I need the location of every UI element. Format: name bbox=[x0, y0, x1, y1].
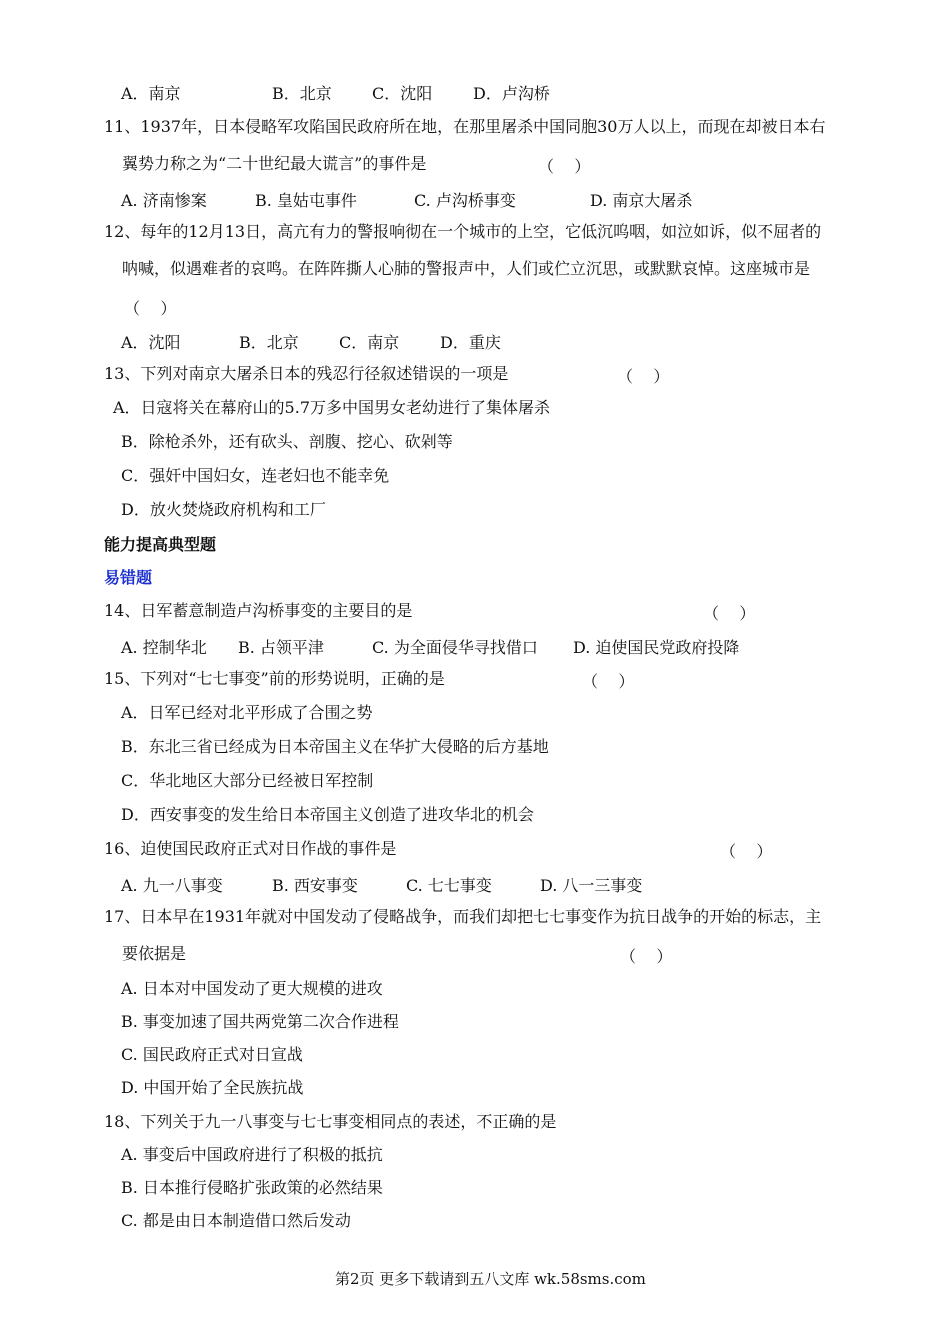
section-title: 能力提高典型题 bbox=[104, 535, 217, 554]
q11-option-b: B. 皇姑屯事件 bbox=[255, 191, 357, 210]
q14-option-b: B. 占领平津 bbox=[238, 638, 324, 657]
q16-option-b: B. 西安事变 bbox=[272, 876, 358, 895]
q17-stem-line1: 17、日本早在1931年就对中国发动了侵略战争，而我们却把七七事变作为抗日战争的开始的标志，主 bbox=[104, 907, 822, 926]
q15-option-d: D．西安事变的发生给日本帝国主义创造了进攻华北的机会 bbox=[121, 805, 534, 824]
q17-option-b: B. 事变加速了国共两党第二次合作进程 bbox=[121, 1012, 399, 1031]
q16-option-a: A. 九一八事变 bbox=[121, 876, 223, 895]
q12-answer-paren: （ ） bbox=[124, 299, 177, 318]
q13-stem: 13、下列对南京大屠杀日本的残忍行径叙述错误的一项是 bbox=[104, 364, 509, 383]
q17-option-d: D. 中国开始了全民族抗战 bbox=[121, 1078, 304, 1097]
q15-option-c: C．华北地区大部分已经被日军控制 bbox=[121, 771, 374, 790]
q15-option-b: B．东北三省已经成为日本帝国主义在华扩大侵略的后方基地 bbox=[121, 737, 549, 756]
q16-stem: 16、迫使国民政府正式对日作战的事件是 bbox=[104, 839, 397, 858]
q13-option-b: B．除枪杀外，还有砍头、剖腹、挖心、砍剁等 bbox=[121, 432, 453, 451]
q11-answer-paren: （ ） bbox=[538, 157, 591, 176]
q12-stem-line1: 12、每年的12月13日，高亢有力的警报响彻在一个城市的上空，它低沉呜咽，如泣如诉，似不屈者的 bbox=[104, 222, 822, 241]
q14-option-c: C. 为全面侵华寻找借口 bbox=[372, 638, 538, 657]
q12-stem-line2: 呐喊，似遇难者的哀鸣。在阵阵撕人心肺的警报声中，人们或伫立沉思，或默默哀悼。这座城市是 bbox=[122, 259, 811, 278]
q18-option-a: A. 事变后中国政府进行了积极的抵抗 bbox=[121, 1145, 383, 1164]
q15-option-a: A．日军已经对北平形成了合围之势 bbox=[121, 703, 373, 722]
q16-option-d: D. 八一三事变 bbox=[540, 876, 643, 895]
q10-option-b: B．北京 bbox=[272, 84, 332, 103]
q10-option-d: D．卢沟桥 bbox=[473, 84, 550, 103]
q12-option-c: C．南京 bbox=[339, 333, 400, 352]
q13-answer-paren: （ ） bbox=[617, 367, 670, 386]
q12-option-a: A．沈阳 bbox=[121, 333, 181, 352]
q18-stem: 18、下列关于九一八事变与七七事变相同点的表述，不正确的是 bbox=[104, 1112, 557, 1131]
page-footer: 第2页 更多下载请到五八文库 wk.58sms.com bbox=[335, 1270, 646, 1288]
q10-option-c: C．沈阳 bbox=[372, 84, 433, 103]
q11-option-d: D. 南京大屠杀 bbox=[590, 191, 693, 210]
q16-option-c: C. 七七事变 bbox=[406, 876, 492, 895]
q11-stem-line2: 翼势力称之为“二十世纪最大谎言”的事件是 bbox=[122, 154, 427, 173]
q15-stem: 15、下列对“七七事变”前的形势说明，正确的是 bbox=[104, 669, 445, 688]
q17-option-c: C. 国民政府正式对日宣战 bbox=[121, 1045, 303, 1064]
q14-option-a: A. 控制华北 bbox=[121, 638, 207, 657]
q13-option-a: A．日寇将关在幕府山的5.7万多中国男女老幼进行了集体屠杀 bbox=[113, 398, 551, 417]
q17-option-a: A. 日本对中国发动了更大规模的进攻 bbox=[121, 979, 383, 998]
q13-option-d: D．放火焚烧政府机构和工厂 bbox=[121, 500, 326, 519]
q11-option-c: C. 卢沟桥事变 bbox=[414, 191, 516, 210]
q15-answer-paren: （ ） bbox=[582, 672, 635, 691]
q14-stem: 14、日军蓄意制造卢沟桥事变的主要目的是 bbox=[104, 601, 413, 620]
q10-option-a: A．南京 bbox=[121, 84, 181, 103]
q16-answer-paren: （ ） bbox=[720, 842, 773, 861]
q18-option-b: B. 日本推行侵略扩张政策的必然结果 bbox=[121, 1178, 383, 1197]
q14-answer-paren: （ ） bbox=[703, 604, 756, 623]
q14-option-d: D. 迫使国民党政府投降 bbox=[573, 638, 740, 657]
q17-stem-line2: 要依据是 bbox=[122, 944, 187, 963]
q18-option-c: C. 都是由日本制造借口然后发动 bbox=[121, 1211, 351, 1230]
q11-option-a: A. 济南惨案 bbox=[121, 191, 207, 210]
q12-option-b: B．北京 bbox=[239, 333, 299, 352]
q13-option-c: C．强奸中国妇女，连老妇也不能幸免 bbox=[121, 466, 390, 485]
q12-option-d: D．重庆 bbox=[440, 333, 501, 352]
q11-stem-line1: 11、1937年，日本侵略军攻陷国民政府所在地，在那里屠杀中国同胞30万人以上，而现在却被日本右 bbox=[104, 117, 826, 136]
subsection-title: 易错题 bbox=[104, 568, 153, 587]
q17-answer-paren: （ ） bbox=[620, 947, 673, 966]
